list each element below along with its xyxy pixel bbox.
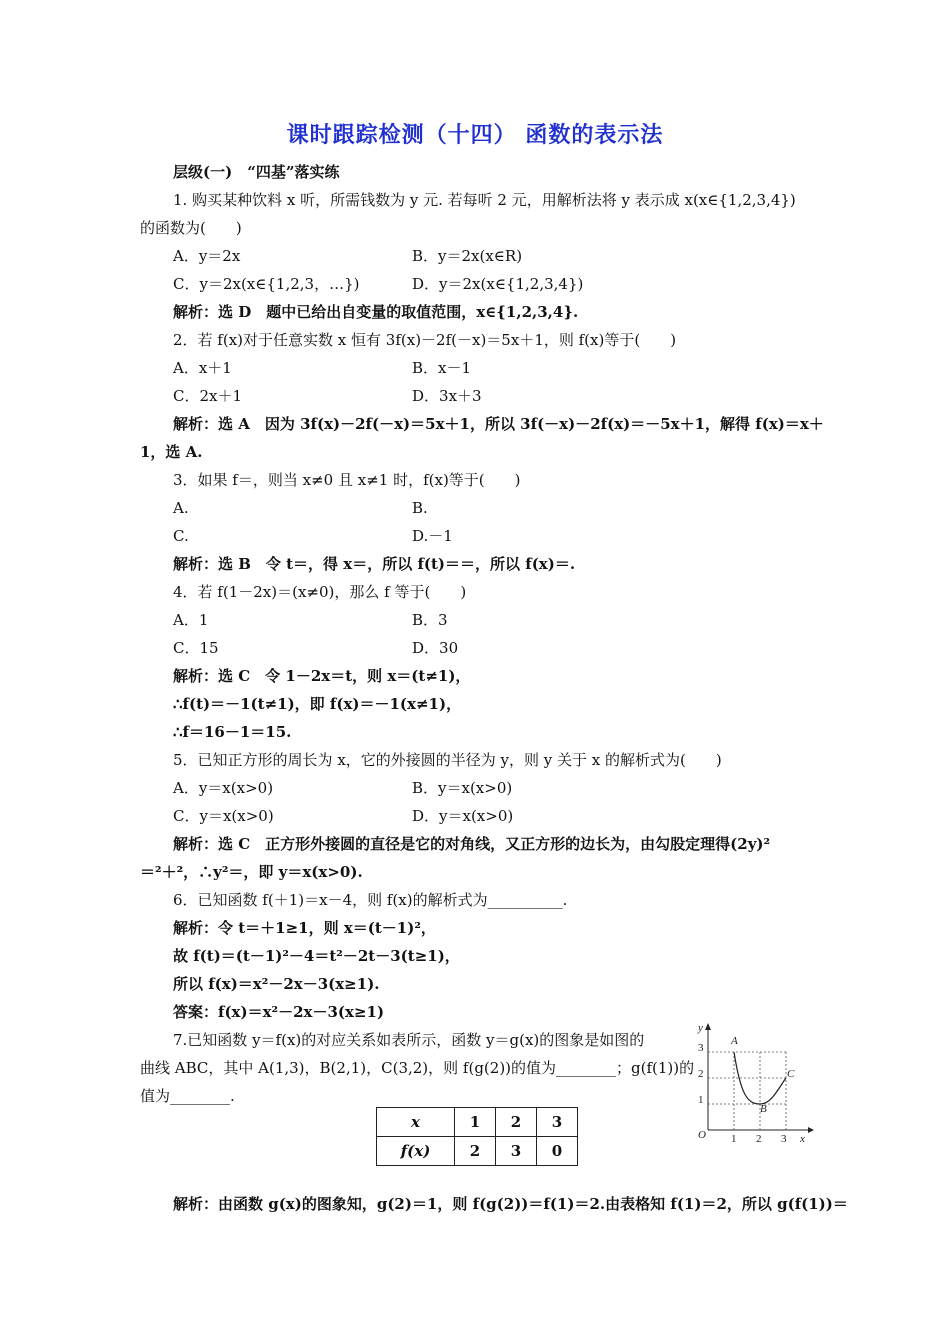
q6-solution-line1: 解析：令 t＝＋1≥1，则 x＝(t－1)²， xyxy=(173,919,436,937)
table-cell: x xyxy=(377,1108,455,1137)
q3-option-d: D.－1 xyxy=(412,527,453,545)
q3-stem: 3．如果 f＝，则当 x≠0 且 x≠1 时，f(x)等于( ) xyxy=(173,471,521,489)
q1-option-b: B．y＝2x(x∈R) xyxy=(412,247,523,265)
q3-solution: 解析：选 B 令 t＝，得 x＝，所以 f(t)＝＝，所以 f(x)＝. xyxy=(173,555,576,573)
q5-option-d: D．y＝x(x>0) xyxy=(412,807,514,825)
q2-solution-line2: 1，选 A. xyxy=(140,443,203,461)
q5-solution-line2: ＝²＋²，∴y²＝，即 y＝x(x>0). xyxy=(140,863,363,881)
q5-option-c: C．y＝x(x>0) xyxy=(173,807,274,825)
y-tick-label: 3 xyxy=(698,1042,704,1054)
y-axis-arrow xyxy=(705,1023,711,1030)
q2-stem: 2．若 f(x)对于任意实数 x 恒有 3f(x)－2f(－x)＝5x＋1，则 f(x)等于( ) xyxy=(173,331,677,349)
q2-solution-line1: 解析：选 A 因为 3f(x)－2f(－x)＝5x＋1，所以 3f(－x)－2f(x)＝－5x＋1，解得 f(x)＝x＋ xyxy=(173,415,824,433)
page-title: 课时跟踪检测（十四） 函数的表示法 xyxy=(286,123,664,148)
q4-solution-line3: ∴f＝16－1＝15. xyxy=(173,723,292,741)
x-tick-label: 3 xyxy=(781,1133,787,1142)
q5-option-a: A．y＝x(x>0) xyxy=(173,779,274,797)
table-cell: f(x) xyxy=(377,1137,455,1166)
table-cell: 2 xyxy=(455,1137,496,1166)
q3-option-b: B. xyxy=(412,499,428,517)
table-cell: 2 xyxy=(496,1108,537,1137)
level-heading: 层级(一) “四基”落实练 xyxy=(173,163,340,181)
q4-stem: 4．若 f(1－2x)＝(x≠0)，那么 f 等于( ) xyxy=(173,583,467,601)
y-tick-label: 1 xyxy=(698,1094,704,1106)
table-cell: 1 xyxy=(455,1108,496,1137)
q4-option-b: B．3 xyxy=(412,611,448,629)
q6-stem: 6．已知函数 f(＋1)＝x－4，则 f(x)的解析式为__________. xyxy=(173,891,568,909)
q1-stem-line1: 1. 购买某种饮料 x 听，所需钱数为 y 元. 若每听 2 元，用解析法将 y 表示成 x(x∈{1,2,3,4}) xyxy=(173,191,796,209)
table-row xyxy=(377,1137,578,1166)
q2-option-d: D．3x＋3 xyxy=(412,387,482,405)
q1-option-d: D．y＝2x(x∈{1,2,3,4}) xyxy=(412,275,584,293)
curve-abc-graph xyxy=(690,1022,815,1142)
table-row xyxy=(377,1108,578,1137)
q4-option-d: D．30 xyxy=(412,639,459,657)
table-cell: 0 xyxy=(537,1137,578,1166)
q7-stem-line1: 7.已知函数 y＝f(x)的对应关系如表所示，函数 y＝g(x)的图象是如图的 xyxy=(173,1031,645,1049)
point-a-label: A xyxy=(731,1035,738,1047)
q3-option-c: C. xyxy=(173,527,189,545)
table-cell: 3 xyxy=(496,1137,537,1166)
function-table xyxy=(376,1107,578,1166)
q7-stem-line3: 值为________. xyxy=(140,1087,235,1105)
q5-option-b: B．y＝x(x>0) xyxy=(412,779,513,797)
q1-solution: 解析：选 D 题中已给出自变量的取值范围，x∈{1,2,3,4}. xyxy=(173,303,579,321)
graph-grid xyxy=(708,1052,786,1130)
y-tick-label: 2 xyxy=(698,1068,704,1080)
y-axis-label: y xyxy=(698,1022,703,1034)
q7-stem-line2: 曲线 ABC，其中 A(1,3)，B(2,1)，C(3,2)，则 f(g(2))的值为________；g(f(1))的 xyxy=(140,1059,695,1077)
q2-option-c: C．2x＋1 xyxy=(173,387,243,405)
q4-solution-line1: 解析：选 C 令 1－2x＝t，则 x＝(t≠1)， xyxy=(173,667,471,685)
table-cell: 3 xyxy=(537,1108,578,1137)
q4-option-c: C．15 xyxy=(173,639,219,657)
x-axis-arrow xyxy=(808,1127,814,1133)
q2-option-b: B．x－1 xyxy=(412,359,472,377)
x-axis-label: x xyxy=(800,1133,805,1142)
origin-label: O xyxy=(698,1129,706,1141)
x-tick-label: 1 xyxy=(731,1133,737,1142)
q4-solution-line2: ∴f(t)＝－1(t≠1)，即 f(x)＝－1(x≠1)， xyxy=(173,695,462,713)
q5-stem: 5．已知正方形的周长为 x，它的外接圆的半径为 y，则 y 关于 x 的解析式为( ) xyxy=(173,751,722,769)
q1-option-a: A．y＝2x xyxy=(173,247,241,265)
q7-solution: 解析：由函数 g(x)的图象知，g(2)＝1，则 f(g(2))＝f(1)＝2.由表格知 f(1)＝2，所以 g(f(1))＝ xyxy=(173,1195,848,1213)
q1-option-c: C．y＝2x(x∈{1,2,3，…}) xyxy=(173,275,360,293)
q6-solution-line3: 所以 f(x)＝x²－2x－3(x≥1). xyxy=(173,975,380,993)
q6-solution-line2: 故 f(t)＝(t－1)²－4＝t²－2t－3(t≥1)， xyxy=(173,947,460,965)
point-b-label: B xyxy=(760,1103,767,1115)
point-c-label: C xyxy=(787,1068,795,1080)
q1-stem-line2: 的函数为( ) xyxy=(140,219,242,237)
q5-solution-line1: 解析：选 C 正方形外接圆的直径是它的对角线，又正方形的边长为，由勾股定理得(2y)² xyxy=(173,835,771,853)
x-tick-label: 2 xyxy=(756,1133,762,1142)
q4-option-a: A．1 xyxy=(173,611,209,629)
q3-option-a: A. xyxy=(173,499,189,517)
q2-option-a: A．x＋1 xyxy=(173,359,232,377)
q6-answer: 答案：f(x)＝x²－2x－3(x≥1) xyxy=(173,1003,385,1021)
